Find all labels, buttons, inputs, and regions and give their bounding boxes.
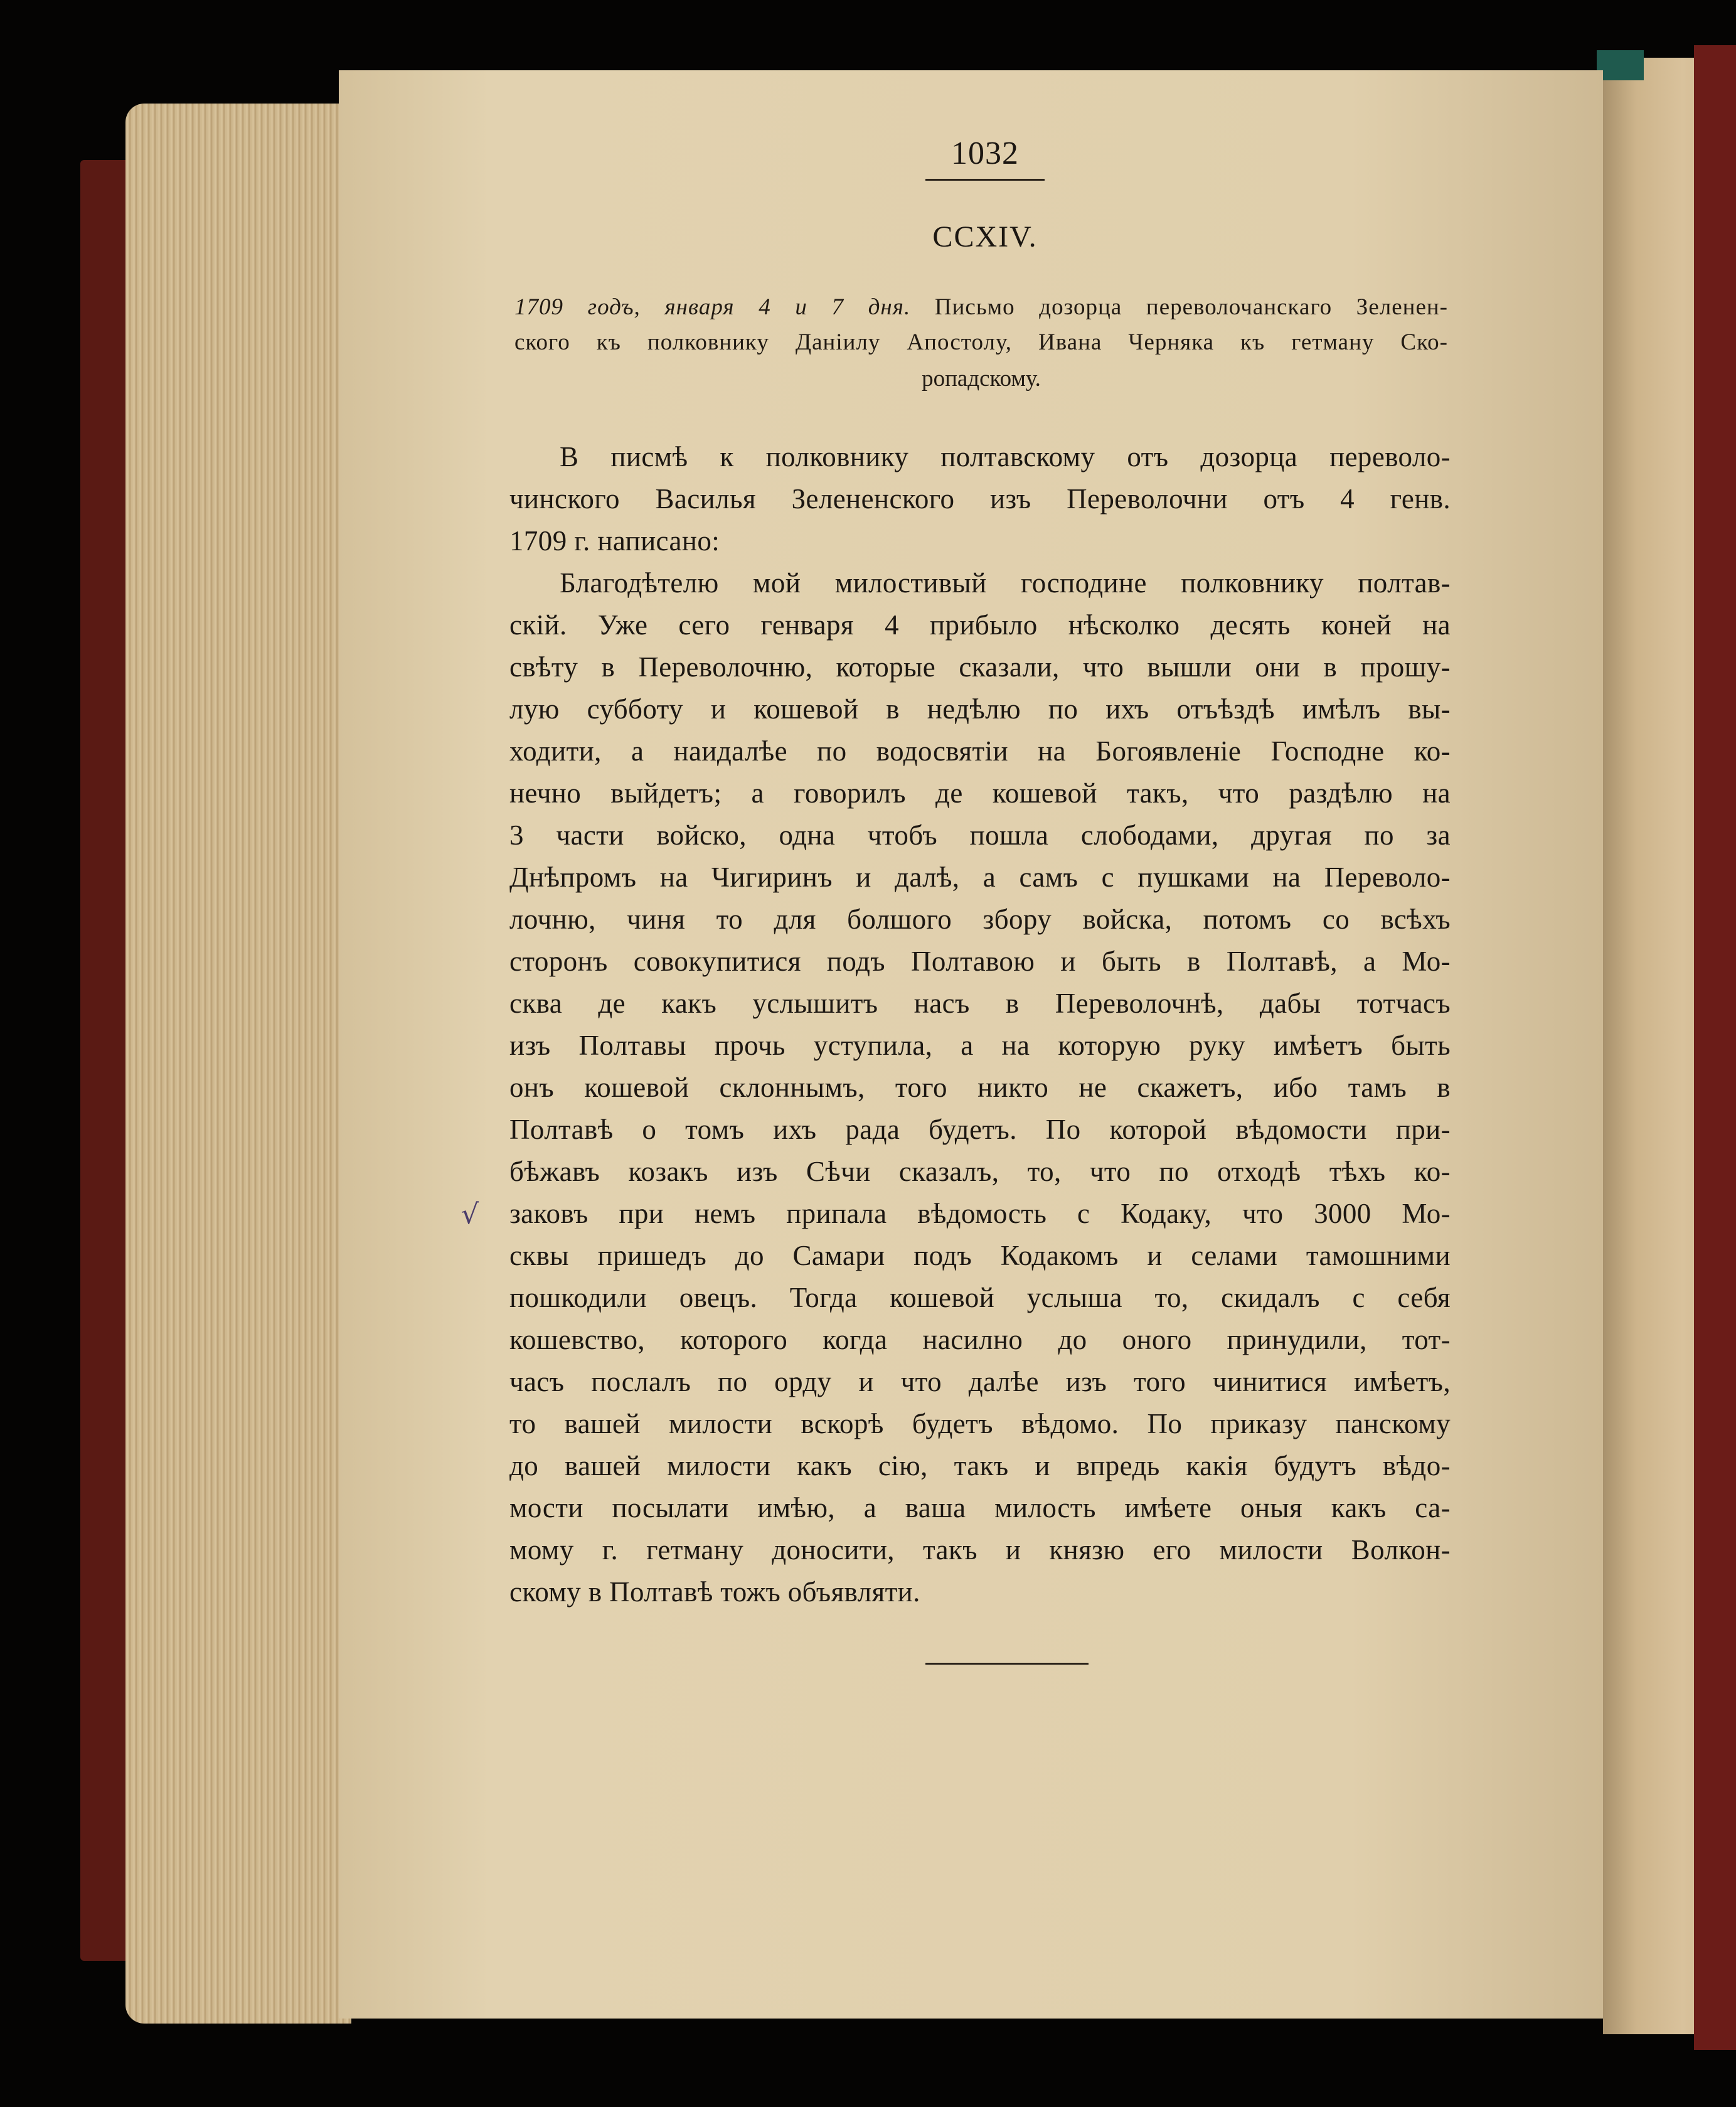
headnote-line-1-text: Письмо дозорца переволочанскаго Зеленен- bbox=[934, 294, 1448, 320]
body-line: лочню, чиня то для болшого збору войска, потомъ со всѣхъ bbox=[509, 904, 1451, 935]
body-line: Полтавѣ о томъ ихъ рада будетъ. По которой вѣдомости при- bbox=[509, 1114, 1451, 1145]
body-line: свѣту в Переволочню, которые сказали, что вышли они в прошу- bbox=[509, 651, 1451, 683]
body-line: сторонъ совокупитися подъ Полтавою и быть в Полтавѣ, а Мо- bbox=[509, 946, 1451, 977]
footer-rule bbox=[925, 1663, 1089, 1665]
headnote-line-3: ропадскому. bbox=[922, 366, 1041, 392]
body-line: скій. Уже сего генваря 4 прибыло нѣсколко десять коней на bbox=[509, 609, 1451, 641]
body-line: Благодѣтелю мой милостивый господине полковнику полтав- bbox=[560, 567, 1451, 599]
page-number-rule bbox=[925, 179, 1045, 181]
body-line: то вашей милости вскорѣ будетъ вѣдомо. По приказу панскому bbox=[509, 1408, 1451, 1439]
body-line: нечно выйдетъ; а говорилъ де кошевой такъ, что раздѣлю на bbox=[509, 777, 1451, 809]
body-line: сква де какъ услышитъ насъ в Переволочнѣ, дабы тотчасъ bbox=[509, 988, 1451, 1019]
headnote-date: 1709 годъ, января 4 и 7 дня. bbox=[514, 294, 911, 320]
headnote bbox=[514, 290, 1448, 360]
document-number: CCXIV. bbox=[932, 220, 1038, 253]
body-line: сквы пришедъ до Самари подъ Кодакомъ и селами тамошними bbox=[509, 1240, 1451, 1271]
body-line: чинского Василья Зеленeнского изъ Переволочни отъ 4 генв. bbox=[509, 483, 1451, 515]
body-line: ходити, а наидалѣе по водосвятіи на Богоявленіе Господне ко- bbox=[509, 735, 1451, 767]
body-line: мому г. гетману доносити, такъ и князю его милости Волкон- bbox=[509, 1534, 1451, 1566]
body-line: заковъ при немъ припала вѣдомость с Кодаку, что 3000 Мо- bbox=[509, 1198, 1451, 1229]
body-line: мости посылати имѣю, а ваша милость имѣете оныя какъ са- bbox=[509, 1492, 1451, 1523]
body-line: бѣжавъ козакъ изъ Сѣчи сказалъ, то, что по отходѣ тѣхъ ко- bbox=[509, 1156, 1451, 1187]
body-line: изъ Полтавы прочь уступила, а на которую руку имѣетъ быть bbox=[509, 1030, 1451, 1061]
body-line: пошкодили овецъ. Тогда кошевой услыша то, скидалъ с себя bbox=[509, 1282, 1451, 1313]
body-line: 3 части войско, одна чтобъ пошла слободами, другая по за bbox=[509, 819, 1451, 851]
body-line: часъ послалъ по орду и что далѣе изъ того чинитися имѣетъ, bbox=[509, 1366, 1451, 1397]
headnote-line-2: ского къ полковнику Даніилу Апостолу, Ивана Черняка къ гетману Ско- bbox=[514, 329, 1448, 355]
body-line: онъ кошевой склоннымъ, того никто не скажетъ, ибо тамъ в bbox=[509, 1072, 1451, 1103]
page-number: 1032 bbox=[951, 136, 1019, 171]
right-cover bbox=[1694, 45, 1736, 2050]
margin-check-mark: √ bbox=[461, 1198, 479, 1230]
bookmark-ribbon bbox=[1597, 50, 1644, 80]
body-line: кошевство, которого когда насилно до оного принудили, тот- bbox=[509, 1324, 1451, 1355]
body-line: 1709 г. написано: bbox=[509, 525, 720, 557]
body-line: лую субботу и кошевой в недѣлю по ихъ отъѣздѣ имѣлъ вы- bbox=[509, 693, 1451, 725]
body-line: В писмѣ к полковнику полтавскому отъ дозорца переволо- bbox=[560, 441, 1451, 472]
page-edges bbox=[125, 104, 351, 2024]
headnote-line-1 bbox=[514, 290, 1448, 325]
body-line: Днѣпромъ на Чигиринъ и далѣ, а самъ с пушками на Переволо- bbox=[509, 861, 1451, 893]
body-text bbox=[509, 436, 1451, 1613]
body-line: скому в Полтавѣ тожъ объявляти. bbox=[509, 1576, 920, 1608]
body-line: до вашей милости какъ сію, такъ и впредь какія будутъ вѣдо- bbox=[509, 1450, 1451, 1481]
